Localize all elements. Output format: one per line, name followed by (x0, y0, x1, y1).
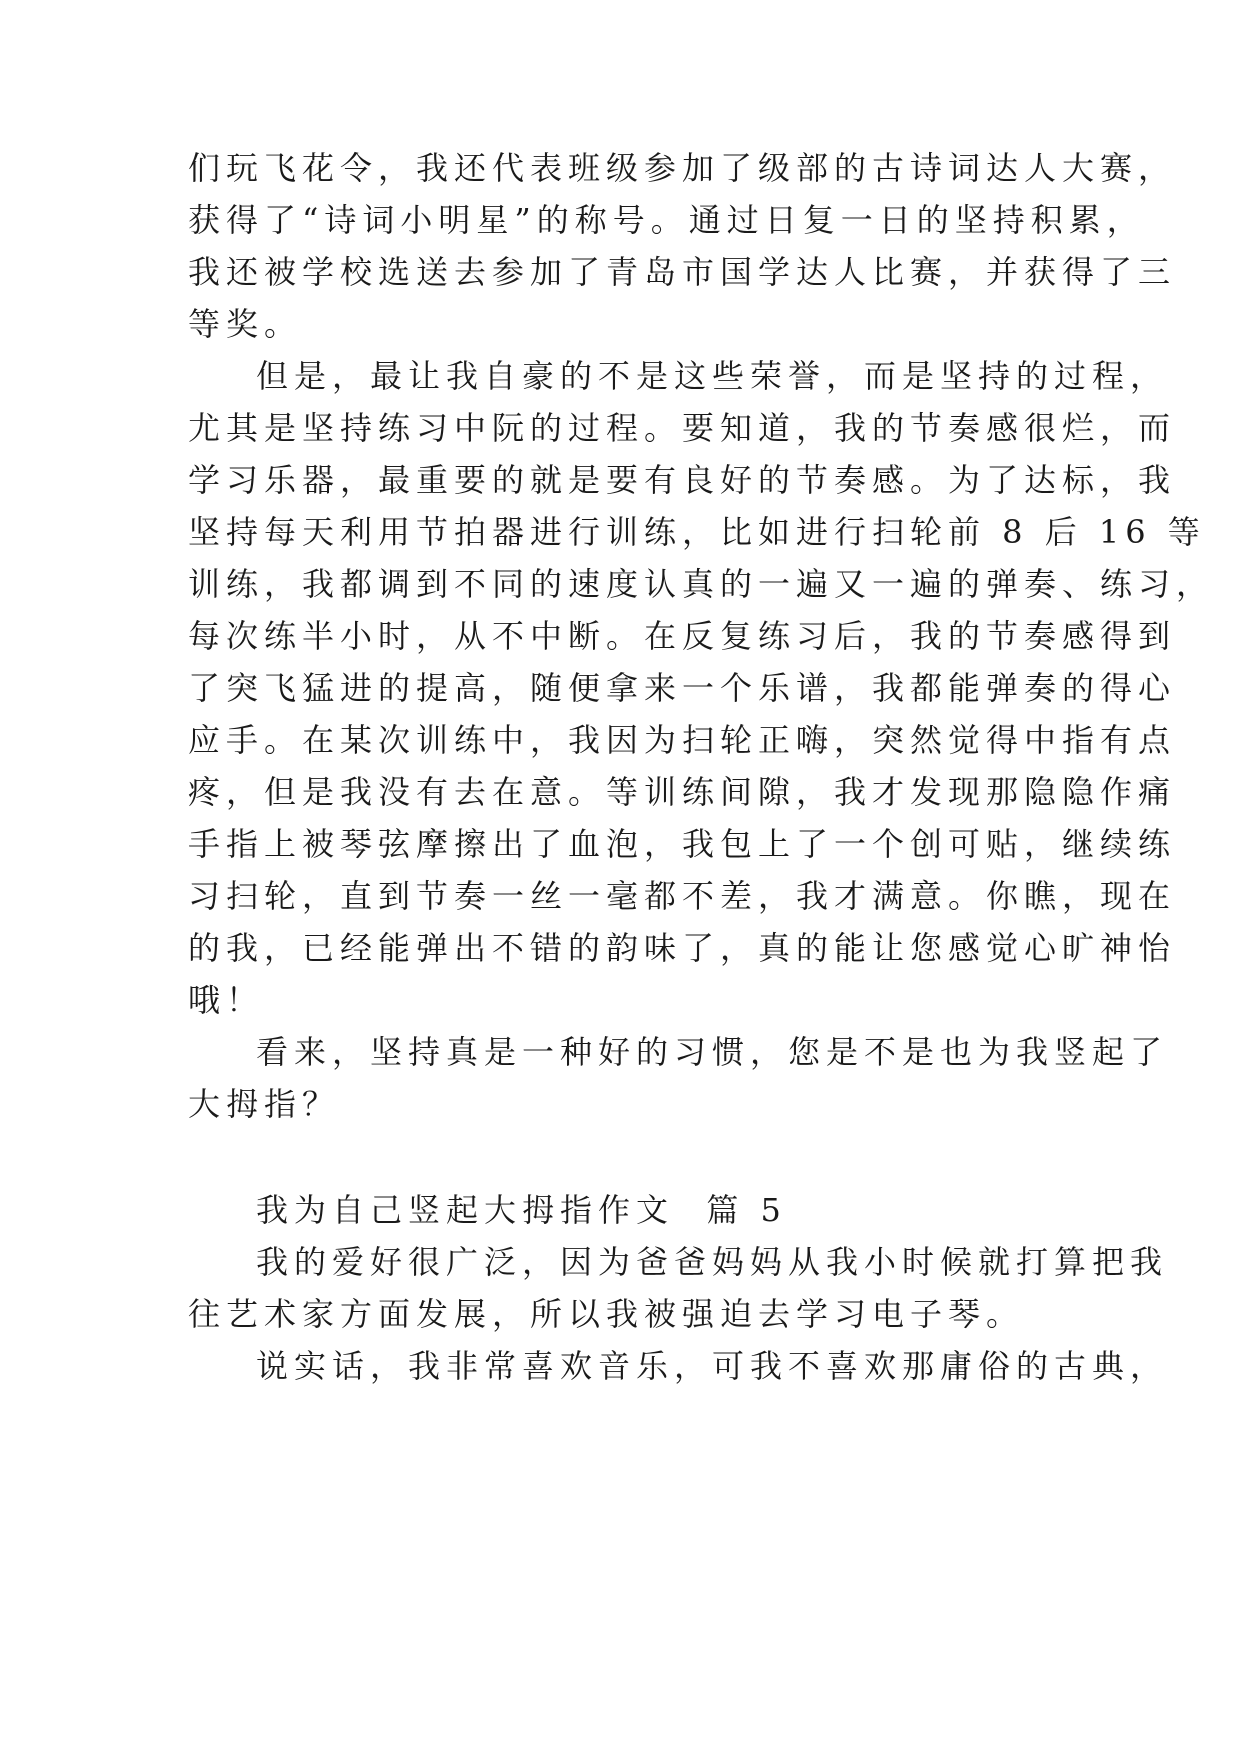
paragraph-3-line-2: 大拇指？ (188, 1085, 341, 1123)
paragraph-2-line-8: 应手。在某次训练中，我因为扫轮正嗨，突然觉得中指有点 (188, 721, 1177, 759)
paragraph-2-line-9: 疼，但是我没有去在意。等训练间隙，我才发现那隐隐作痛 (188, 773, 1177, 811)
paragraph-2-line-4: 坚持每天利用节拍器进行训练，比如进行扫轮前 8 后 16 等 (188, 513, 1206, 551)
paragraph-2-line-5: 训练，我都调到不同的速度认真的一遍又一遍的弹奏、练习， (188, 565, 1215, 603)
paragraph-1-line-3: 我还被学校选送去参加了青岛市国学达人比赛，并获得了三 (188, 253, 1177, 291)
paragraph-4-line-1: 我的爱好很广泛，因为爸爸妈妈从我小时候就打算把我 (256, 1243, 1169, 1281)
paragraph-1-line-2: 获得了“诗词小明星”的称号。通过日复一日的坚持积累， (188, 201, 1145, 239)
paragraph-1-line-1: 们玩飞花令，我还代表班级参加了级部的古诗词达人大赛， (188, 149, 1177, 187)
paragraph-2-line-1: 但是，最让我自豪的不是这些荣誉，而是坚持的过程， (256, 357, 1169, 395)
paragraph-2-line-12: 的我，已经能弹出不错的韵味了，真的能让您感觉心旷神怡 (188, 929, 1177, 967)
paragraph-2-line-3: 学习乐器，最重要的就是要有良好的节奏感。为了达标，我 (188, 461, 1177, 499)
section-heading: 我为自己竖起大拇指作文 篇 5 (256, 1191, 787, 1229)
paragraph-2-line-10: 手指上被琴弦摩擦出了血泡，我包上了一个创可贴，继续练 (188, 825, 1177, 863)
paragraph-5-line-1: 说实话，我非常喜欢音乐，可我不喜欢那庸俗的古典， (256, 1347, 1169, 1385)
paragraph-3-line-1: 看来，坚持真是一种好的习惯，您是不是也为我竖起了 (256, 1033, 1169, 1071)
paragraph-2-line-11: 习扫轮，直到节奏一丝一毫都不差，我才满意。你瞧，现在 (188, 877, 1177, 915)
paragraph-1-line-4: 等奖。 (188, 305, 303, 343)
paragraph-2-line-2: 尤其是坚持练习中阮的过程。要知道，我的节奏感很烂，而 (188, 409, 1177, 447)
paragraph-2-line-7: 了突飞猛进的提高，随便拿来一个乐谱，我都能弹奏的得心 (188, 669, 1177, 707)
paragraph-2-line-6: 每次练半小时，从不中断。在反复练习后，我的节奏感得到 (188, 617, 1177, 655)
paragraph-2-line-13: 哦！ (188, 981, 265, 1019)
paragraph-4-line-2: 往艺术家方面发展，所以我被强迫去学习电子琴。 (188, 1295, 1025, 1333)
